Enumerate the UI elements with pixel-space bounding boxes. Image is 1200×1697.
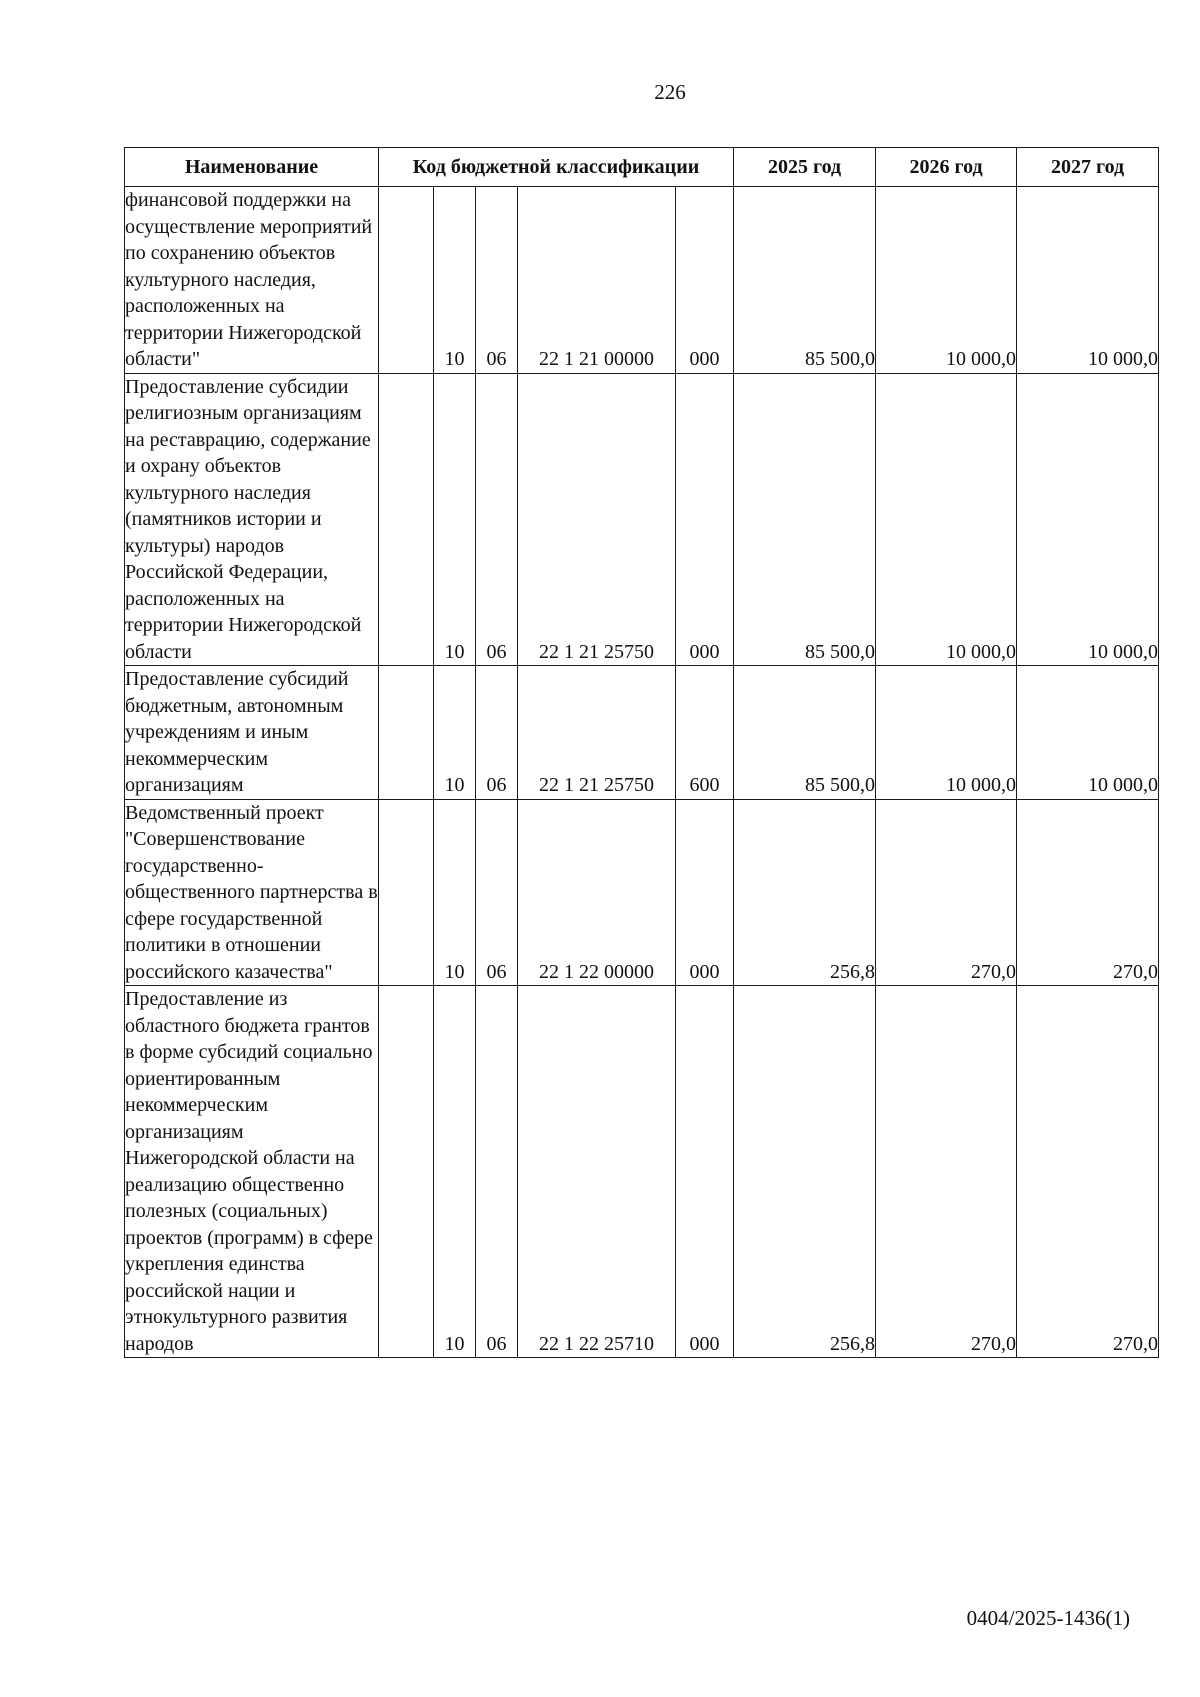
code-expense-type: 600 <box>676 666 734 800</box>
code-target: 22 1 22 00000 <box>518 799 676 986</box>
code-expense-type: 000 <box>676 986 734 1358</box>
table-header-row <box>125 148 1159 187</box>
table-row <box>125 986 1159 1358</box>
code-target: 22 1 21 00000 <box>518 187 676 374</box>
code-subsection: 06 <box>476 187 518 374</box>
code-section: 10 <box>434 799 476 986</box>
value-2027: 10 000,0 <box>1017 666 1159 800</box>
row-name: Предоставление из областного бюджета грантов в форме субсидий социально ориентированным некоммерческим организациям Нижегородской области на реализацию общественно полезных (социальных) проектов (программ) в сфере укрепления единства российской нации и этнокультурного развития народов <box>125 986 379 1358</box>
row-name: Ведомственный проект "Совершенствование государственно-общественного партнерства в сфере государственной политики в отношении российского казачества" <box>125 799 379 986</box>
table-row <box>125 799 1159 986</box>
value-2025: 85 500,0 <box>734 666 876 800</box>
value-2026: 10 000,0 <box>876 666 1017 800</box>
code-expense-type: 000 <box>676 373 734 666</box>
code-subsection: 06 <box>476 373 518 666</box>
table-row <box>125 187 1159 374</box>
value-2027: 10 000,0 <box>1017 373 1159 666</box>
document-code: 0404/2025-1436(1) <box>966 1606 1130 1630</box>
table-row <box>125 666 1159 800</box>
value-2027: 270,0 <box>1017 986 1159 1358</box>
value-2026: 270,0 <box>876 986 1017 1358</box>
code-empty <box>379 986 434 1358</box>
row-name: Предоставление субсидий бюджетным, автономным учреждениям и иным некоммерческим организациям <box>125 666 379 800</box>
budget-table <box>124 147 1159 1358</box>
value-2025: 256,8 <box>734 986 876 1358</box>
table-row <box>125 373 1159 666</box>
code-section: 10 <box>434 986 476 1358</box>
header-2027: 2027 год <box>1017 148 1159 187</box>
code-empty <box>379 373 434 666</box>
header-code: Код бюджетной классификации <box>379 148 734 187</box>
header-2025: 2025 год <box>734 148 876 187</box>
page-number: 226 <box>654 80 686 104</box>
code-subsection: 06 <box>476 986 518 1358</box>
code-empty <box>379 666 434 800</box>
value-2025: 85 500,0 <box>734 373 876 666</box>
value-2026: 10 000,0 <box>876 187 1017 374</box>
code-section: 10 <box>434 666 476 800</box>
row-name: Предоставление субсидии религиозным организациям на реставрацию, содержание и охрану объектов культурного наследия (памятников истории и культуры) народов Российской Федерации, расположенных на территории Нижегородской области <box>125 373 379 666</box>
code-empty <box>379 187 434 374</box>
value-2027: 270,0 <box>1017 799 1159 986</box>
header-name: Наименование <box>125 148 379 187</box>
code-empty <box>379 799 434 986</box>
code-subsection: 06 <box>476 799 518 986</box>
code-section: 10 <box>434 187 476 374</box>
code-target: 22 1 21 25750 <box>518 373 676 666</box>
code-target: 22 1 21 25750 <box>518 666 676 800</box>
value-2025: 85 500,0 <box>734 187 876 374</box>
code-subsection: 06 <box>476 666 518 800</box>
row-name: финансовой поддержки на осуществление мероприятий по сохранению объектов культурного наследия, расположенных на территории Нижегородской области" <box>125 187 379 374</box>
value-2026: 270,0 <box>876 799 1017 986</box>
value-2025: 256,8 <box>734 799 876 986</box>
code-expense-type: 000 <box>676 187 734 374</box>
code-section: 10 <box>434 373 476 666</box>
value-2026: 10 000,0 <box>876 373 1017 666</box>
code-expense-type: 000 <box>676 799 734 986</box>
value-2027: 10 000,0 <box>1017 187 1159 374</box>
code-target: 22 1 22 25710 <box>518 986 676 1358</box>
header-2026: 2026 год <box>876 148 1017 187</box>
